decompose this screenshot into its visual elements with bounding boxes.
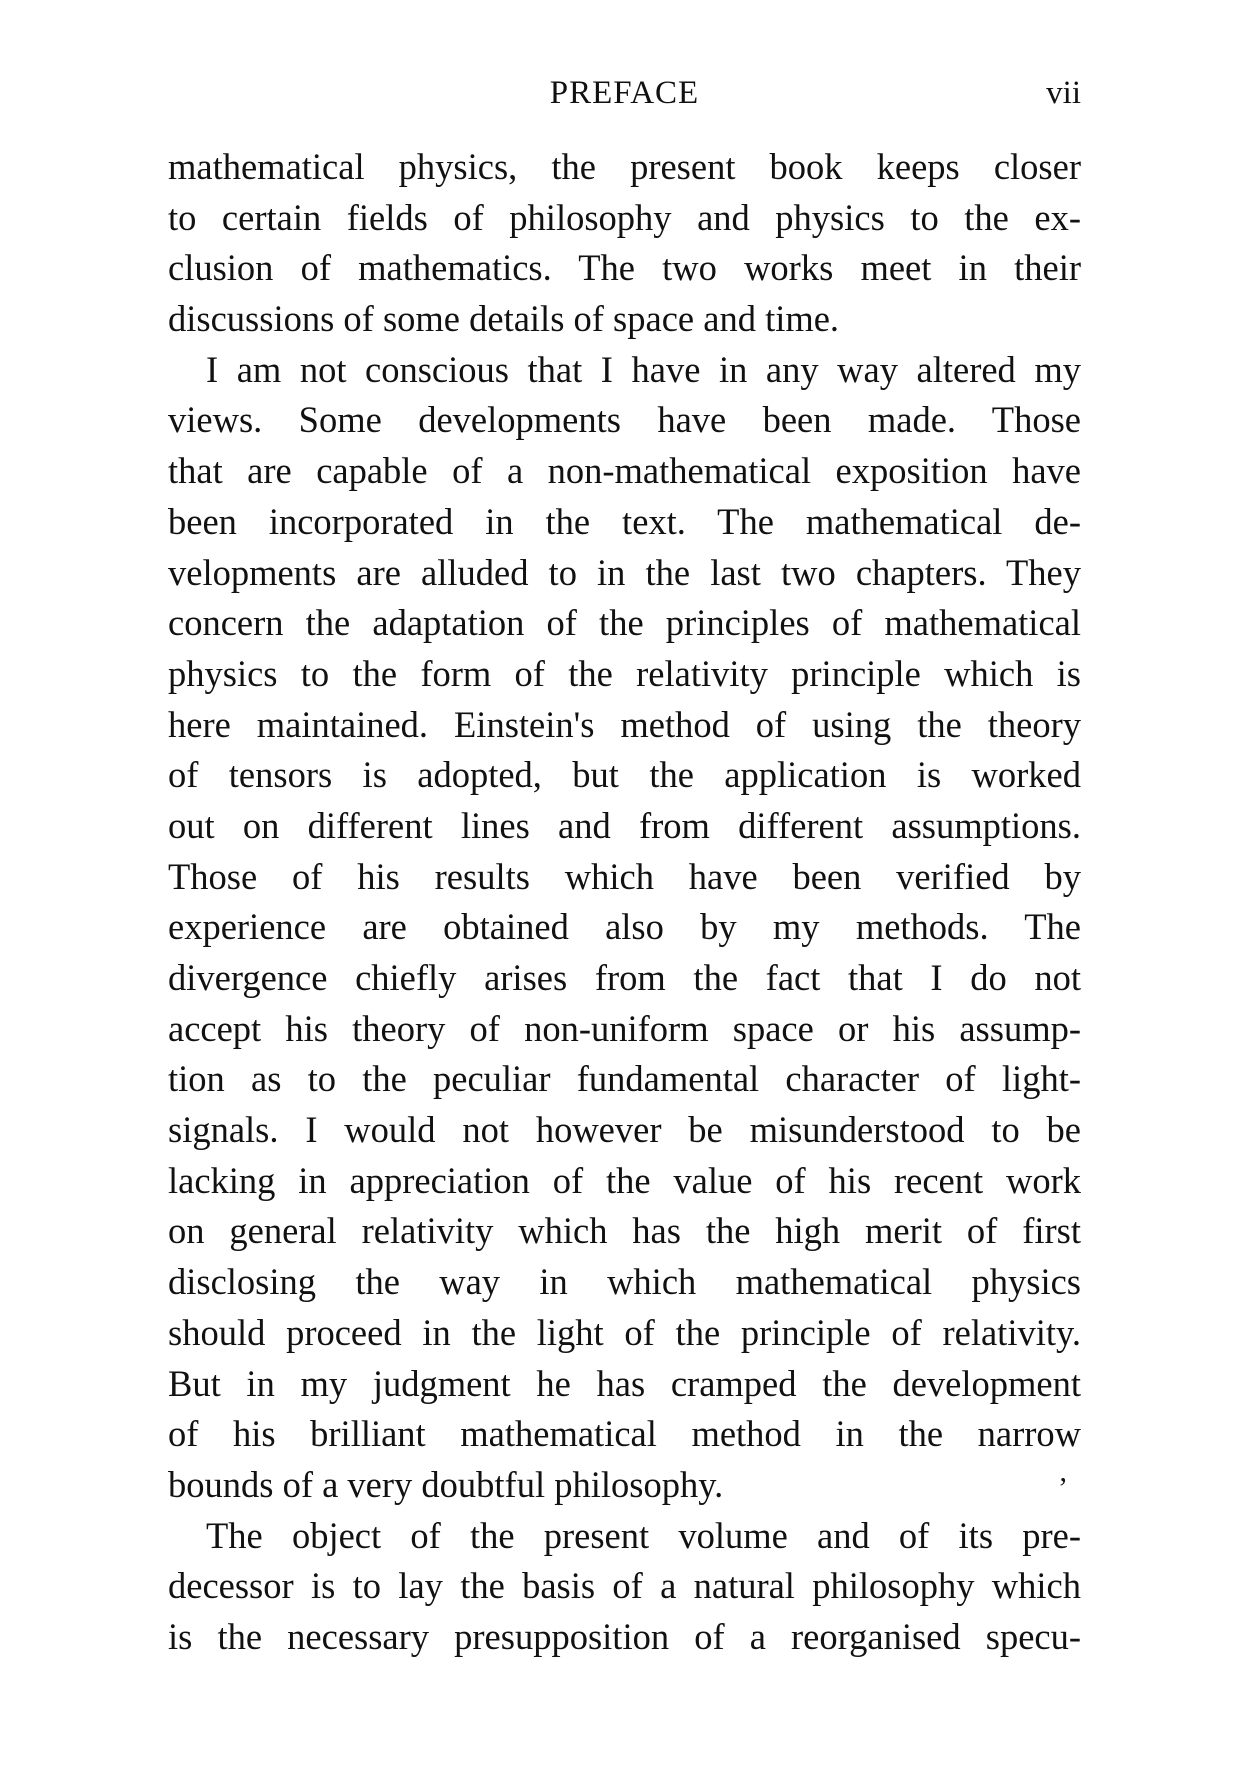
text-line: of tensors is adopted, but the application is worked xyxy=(168,754,1081,796)
text-line: divergence chiefly arises from the fact that I do not xyxy=(168,957,1081,998)
paragraph xyxy=(168,1511,1081,1663)
text-line: lacking in appreciation of the value of his recent work xyxy=(168,1159,1081,1201)
text-line: decessor is to lay the basis of a natural philosophy which xyxy=(168,1565,1081,1607)
text-line: disclosing the way in which mathematical physics xyxy=(168,1261,1081,1303)
text-line: been incorporated in the text. The mathematical de- xyxy=(168,500,1081,542)
text-line: to certain fields of philosophy and physics to the ex- xyxy=(168,196,1081,238)
paragraph xyxy=(168,142,1081,345)
text-line: But in my judgment he has cramped the development xyxy=(168,1362,1081,1404)
text-line: concern the adaptation of the principles of mathematical xyxy=(168,602,1081,644)
text-line: here maintained. Einstein's method of using the theory xyxy=(168,703,1081,745)
page-header xyxy=(168,68,1081,118)
text-line: mathematical physics, the present book keeps closer xyxy=(168,146,1081,187)
text-line: views. Some developments have been made. Those xyxy=(168,399,1081,441)
text-line: bounds of a very doubtful philosophy. xyxy=(168,1463,724,1505)
text-line: Those of his results which have been verified by xyxy=(168,855,1081,897)
text-line: that are capable of a non-mathematical exposition have xyxy=(168,450,1081,492)
text-line: discussions of some details of space and time. xyxy=(168,298,840,340)
text-line: of his brilliant mathematical method in the narrow xyxy=(168,1413,1081,1455)
body-text xyxy=(168,142,1081,1663)
text-line: experience are obtained also by my methods. The xyxy=(168,906,1081,948)
text-line: The object of the present volume and of its pre- xyxy=(206,1514,1081,1556)
text-line: signals. I would not however be misunderstood to be xyxy=(168,1109,1081,1151)
text-line: clusion of mathematics. The two works meet in their xyxy=(168,247,1081,289)
text-line: velopments are alluded to in the last two chapters. They xyxy=(168,551,1081,593)
running-title: PREFACE xyxy=(549,75,700,111)
text-line: physics to the form of the relativity principle which is xyxy=(168,652,1081,694)
paragraph xyxy=(168,345,1081,1511)
page-number: vii xyxy=(1046,75,1081,111)
text-line: should proceed in the light of the principle of relativity. xyxy=(168,1311,1081,1353)
text-line: is the necessary presupposition of a reorganised specu- xyxy=(168,1615,1081,1657)
text-line: I am not conscious that I have in any way altered my xyxy=(206,348,1081,390)
stray-mark: , xyxy=(1059,1454,1067,1488)
text-line: on general relativity which has the high merit of first xyxy=(168,1210,1081,1252)
text-line: tion as to the peculiar fundamental character of light- xyxy=(168,1058,1081,1100)
text-line: out on different lines and from different assumptions. xyxy=(168,804,1081,846)
text-line: accept his theory of non-uniform space or his assump- xyxy=(168,1007,1081,1049)
